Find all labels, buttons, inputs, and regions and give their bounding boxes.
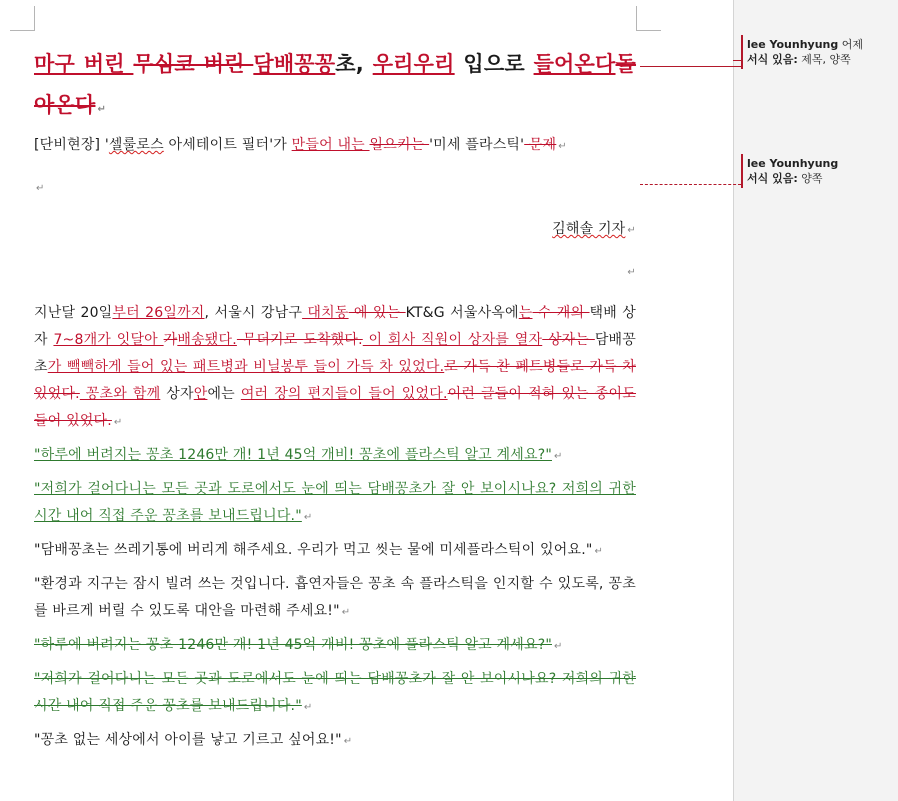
article-subtitle[interactable]: [34, 132, 636, 160]
insertion: 꽁초와 함께: [79, 386, 161, 402]
quote-paragraph[interactable]: [34, 537, 636, 565]
blank-line: [34, 160, 636, 174]
body-text: 상자: [160, 386, 194, 402]
deletion: 무심코 버린: [133, 52, 254, 76]
quote-paragraph[interactable]: [34, 571, 636, 626]
format-changed-text: "저희가 걸어다니는 모든 곳과 도로에서도 눈에 띄는 담배꽁초가 잘 안 보이시나요? 저희의 귀한 시간 내어 직접 주운 꽁초를 보내드립니다.": [34, 481, 636, 524]
blank-line: [34, 244, 636, 258]
paragraph-mark: ↵: [303, 702, 313, 713]
paragraph-mark: ↵: [594, 546, 604, 557]
quote-text: "담배꽁초는 쓰레기통에 버리게 해주세요. 우리가 먹고 씻는 물에 미세플라스틱이 있어요.": [34, 542, 593, 558]
quote-text: "환경과 지구는 잠시 빌려 쓰는 것입니다. 흡연자들은 꽁초 속 플라스틱을 인지할 수 있도록, 꽁초를 바르게 버릴 수 있도록 대안을 마련해 주세요!": [34, 576, 636, 619]
markup-pane[interactable]: [733, 0, 898, 801]
insertion: 대치동: [302, 305, 349, 321]
insertion: 담배꽁꽁: [253, 52, 336, 76]
format-changed-text: "하루에 버려지는 꽁초 1246만 개! 1년 45억 개비! 꽁초에 플라스틱 알고 계세요?": [34, 447, 552, 463]
title-text: 입으로: [454, 52, 534, 76]
quote-paragraph[interactable]: [34, 442, 636, 470]
insertion: 들어온다: [533, 52, 616, 76]
article-title[interactable]: [34, 44, 636, 130]
insertion: 여러 장의 편지들이 들어 있었다.: [240, 386, 448, 402]
body-text: 에는: [207, 386, 241, 402]
format-value: 제목, 양쪽: [801, 53, 851, 66]
paragraph-mark: ↵: [36, 183, 45, 194]
deletion: 로 가득 찬 페트병들로 가득 차 있었다.: [34, 359, 636, 402]
quote-paragraph[interactable]: [34, 476, 636, 531]
deletion: 문제: [524, 137, 557, 153]
body-text: KT&G 서울사옥에: [405, 305, 519, 321]
paragraph-mark: ↵: [627, 225, 636, 236]
paragraph-mark: ↵: [303, 512, 313, 523]
insertion: 는: [518, 305, 533, 321]
comment-connector: [733, 60, 741, 61]
blank-line: [34, 202, 636, 216]
format-label: 서식 있음:: [747, 53, 798, 66]
quote-paragraph[interactable]: [34, 632, 636, 660]
document-body[interactable]: [34, 44, 636, 755]
insertion: 만들어 내는: [291, 137, 370, 153]
subtitle-text: 아세테이트 필터'가: [163, 137, 292, 153]
paragraph-mark: ↵: [553, 641, 563, 652]
blank-line: [34, 286, 636, 300]
byline[interactable]: [34, 216, 636, 244]
paragraph-mark: ↵: [341, 607, 351, 618]
revision-balloon[interactable]: [741, 154, 898, 188]
quote-paragraph[interactable]: [34, 727, 636, 755]
paragraph-mark: ↵: [627, 267, 636, 278]
body-paragraph[interactable]: [34, 300, 636, 436]
paragraph-mark: ↵: [343, 736, 353, 747]
body-text: 담배꽁초: [34, 332, 636, 375]
body-text: , 서울시 강남구: [204, 305, 303, 321]
subtitle-text: '미세 플라스틱': [429, 137, 525, 153]
margin-corner-mark: [636, 6, 661, 31]
subtitle-text: [단비현장] ': [34, 137, 109, 153]
empty-paragraph[interactable]: [34, 258, 636, 286]
deletion: 가: [163, 332, 178, 348]
insertion: 부터 26일까지: [112, 305, 205, 321]
comment-author: lee Younhyung: [747, 157, 839, 170]
insertion: 우리우리: [372, 52, 455, 76]
deleted-text: "저희가 걸어다니는 모든 곳과 도로에서도 눈에 띄는 담배꽁초가 잘 안 보이시나요? 저희의 귀한 시간 내어 직접 주운 꽁초를 보내드립니다.": [34, 671, 636, 714]
format-label: 서식 있음:: [747, 172, 798, 185]
paragraph-mark: ↵: [113, 417, 123, 428]
format-value: 양쪽: [801, 172, 823, 185]
revision-balloon[interactable]: [741, 35, 898, 69]
title-text: 초,: [335, 52, 373, 76]
deletion: 수 개의: [532, 305, 590, 321]
deleted-text: "하루에 버려지는 꽁초 1246만 개! 1년 45억 개비! 꽁초에 플라스틱 알고 계세요?": [34, 637, 552, 653]
insertion: 안: [193, 386, 208, 402]
paragraph-mark: ↵: [97, 104, 107, 115]
comment-connector: [640, 66, 741, 67]
body-text: 택배 상자: [34, 305, 636, 348]
comment-time: 어제: [841, 38, 863, 51]
paragraph-mark: ↵: [553, 451, 563, 462]
insertion: 마구 버린: [34, 52, 134, 76]
byline-text: 김해솔 기자: [552, 221, 626, 237]
deletion: 이런 글들이 적혀 있는 종이도 들어 있었다.: [34, 386, 637, 429]
deletion: 일으키는: [369, 137, 430, 153]
insertion: 이 회사 직원이 상자를 열자: [362, 332, 543, 348]
paragraph-mark: ↵: [558, 141, 567, 152]
spelling-error[interactable]: 셀룰로스: [108, 137, 164, 153]
deletion: 상자는: [542, 332, 595, 348]
empty-paragraph[interactable]: [34, 174, 636, 202]
deletion: 돌아온다: [34, 52, 637, 117]
quote-paragraph[interactable]: [34, 666, 636, 721]
insertion: 7~8개가 잇달아: [53, 332, 164, 348]
comment-connector: [640, 184, 741, 185]
comment-author: lee Younhyung: [747, 38, 839, 51]
body-text: 지난달 20일: [34, 305, 113, 321]
margin-corner-mark: [10, 6, 35, 31]
insertion: 가 빽빽하게 들어 있는 패트병과 비닐봉투 들이 가득 차 있었다.: [47, 359, 445, 375]
quote-text: "꽁초 없는 세상에서 아이를 낳고 기르고 싶어요!": [34, 732, 342, 748]
deletion: 무더기로 도착했다.: [236, 332, 363, 348]
deletion: 에 있는: [348, 305, 406, 321]
insertion: 배송됐다.: [177, 332, 237, 348]
